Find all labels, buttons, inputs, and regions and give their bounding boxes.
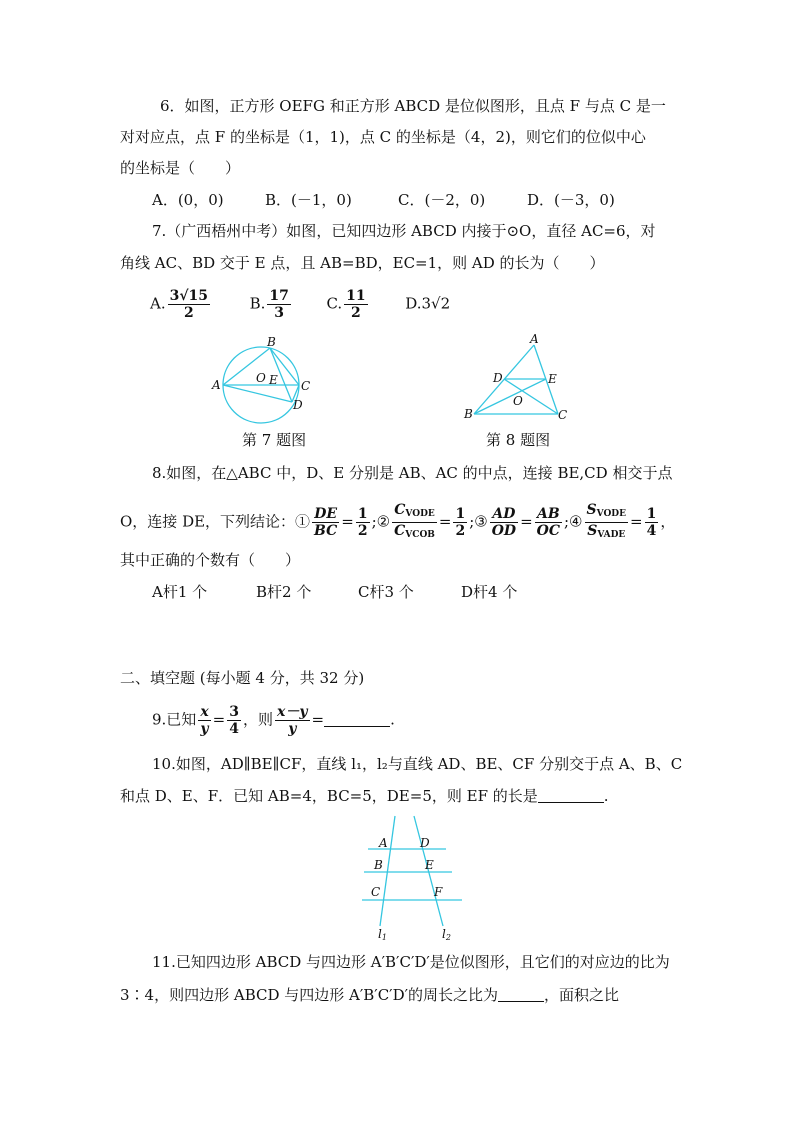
q7-option-b-fraction: $\frac{17}{3}$: [269, 288, 289, 321]
fig8-label-a: A: [530, 332, 539, 346]
fig7-label-a: A: [212, 378, 221, 392]
fig8-caption: 第 8 题图: [486, 431, 551, 449]
q8-fraction-4-value: $\frac{1}{4}$: [646, 506, 657, 539]
q8-line2-text: O，连接 DE，下列结论：①: [120, 512, 311, 531]
q6-option-a: A．(0，0): [152, 191, 224, 209]
q7-option-d: D.3√2: [405, 294, 451, 313]
fig10-label-e: E: [425, 858, 434, 872]
q8-fraction-2-value: $\frac{1}{2}$: [455, 506, 466, 539]
q6-option-d: D．(－3，0): [527, 191, 615, 209]
q11-line2: 3∶4，则四边形 ABCD 与四边形 A′B′C′D′的周长之比为 ，面积之比: [120, 986, 620, 1004]
figure-8-triangle-diagram: [462, 333, 577, 428]
q7-option-a-fraction: $\frac{3√15}{2}$: [169, 288, 209, 321]
fig7-label-b: B: [267, 335, 276, 349]
fig10-label-b: B: [374, 858, 383, 872]
q8-option-c: C杆3 个: [358, 583, 414, 601]
fig7-label-c: C: [301, 379, 311, 393]
fig8-label-c: C: [558, 408, 568, 422]
fig8-label-o: O: [513, 394, 523, 408]
fig7-label-e: E: [269, 373, 278, 387]
q8-fraction-4: $\frac{S_{VODE}}{S_{VADE}}$: [586, 502, 626, 540]
fig10-label-f: F: [434, 885, 443, 899]
q6-option-c: C．(－2，0): [398, 191, 486, 209]
fig7-caption: 第 7 题图: [242, 431, 307, 449]
q8-option-d: D杆4 个: [461, 583, 518, 601]
q8-line1: 8.如图，在△ABC 中，D、E 分别是 AB、AC 的中点，连接 BE,CD 相交于点: [152, 464, 673, 482]
q8-fraction-3: $\frac{AD}{OD}$: [491, 506, 517, 539]
q11-answer-blank-perimeter: [498, 987, 544, 1002]
q7-option-c-fraction: $\frac{11}{2}$: [346, 288, 366, 321]
fig8-label-b: B: [464, 407, 473, 421]
fig10-label-a: A: [379, 836, 388, 850]
fig10-label-c: C: [371, 885, 381, 899]
q10-answer-blank: [538, 788, 604, 803]
q6-option-b: B．(－1，0): [265, 191, 352, 209]
q7-line1: 7.（广西梧州中考）如图，已知四边形 ABCD 内接于⊙O，直径 AC=6，对: [152, 222, 656, 240]
q6-line1: 6．如图，正方形 OEFG 和正方形 ABCD 是位似图形，且点 F 与点 C 是一: [160, 97, 666, 115]
q9-answer-blank: [324, 712, 390, 727]
q10-line1: 10.如图，AD∥BE∥CF，直线 l₁，l₂与直线 AD、BE、CF 分别交于点 A、B、C: [152, 755, 683, 773]
q8-option-b: B杆2 个: [256, 583, 312, 601]
q8-line3: 其中正确的个数有（ ）: [120, 551, 301, 569]
q9-fraction-xy: $\frac{x}{y}$: [200, 704, 209, 737]
fig10-label-d: D: [420, 836, 430, 850]
figure-7-circle-diagram: [210, 335, 320, 428]
q8-fraction-1: $\frac{DE}{BC}$: [314, 506, 338, 539]
section-2-heading: 二、填空题 (每小题 4 分，共 32 分): [120, 669, 365, 687]
fig10-label-l2: l2: [442, 927, 451, 942]
q6-line2: 对对应点，点 F 的坐标是（1，1)，点 C 的坐标是（4，2)，则它们的位似中心: [120, 128, 646, 146]
fig8-label-e: E: [548, 372, 557, 386]
q10-line2: 和点 D、E、F．已知 AB=4，BC=5，DE=5，则 EF 的长是 .: [120, 787, 609, 805]
fig7-label-d: D: [293, 398, 303, 412]
q9-line: 9.已知 $\frac{x}{y}$ = $\frac{3}{4}$ ，则 $\frac{x-y}{y}$ = .: [152, 704, 395, 737]
fig7-label-o: O: [256, 371, 266, 385]
fig10-label-l1: l1: [378, 927, 387, 942]
q9-fraction-expression: $\frac{x-y}{y}$: [277, 704, 308, 737]
q6-line3: 的坐标是（ ）: [120, 159, 241, 177]
q11-line1: 11.已知四边形 ABCD 与四边形 A′B′C′D′是位似图形，且它们的对应边的比为: [152, 953, 670, 971]
fig8-label-d: D: [493, 371, 503, 385]
q8-option-a: A杆1 个: [152, 583, 208, 601]
q9-fraction-value: $\frac{3}{4}$: [229, 704, 239, 737]
fig8-segment-be: [474, 379, 546, 414]
q7-option-b: B.: [249, 294, 266, 313]
q7-line2: 角线 AC、BD 交于 E 点，且 AB=BD，EC=1，则 AD 的长为（ ）: [120, 254, 605, 272]
figure-10-parallel-lines-diagram: [356, 814, 476, 944]
q7-option-a: A.: [150, 294, 166, 313]
q8-line2: O，连接 DE，下列结论：① $\frac{DE}{BC}$ = $\frac{1}{2}$ ;② $\frac{C_{VODE}}{C_{VCOB}}$ = $\frac{1}{2}$ ;③ $\frac{AD}{OD}$ = $\frac{AB}{OC}$ ;④ $\frac{S_{VODE}}{S_{VADE}}$ = $\frac{1}{4}$ ，: [120, 502, 675, 543]
q8-fraction-2: $\frac{C_{VODE}}{C_{VCOB}}$: [394, 502, 435, 540]
q7-option-c: C.: [326, 294, 343, 313]
q8-fraction-3-right: $\frac{AB}{OC}$: [536, 506, 560, 539]
q8-fraction-1-value: $\frac{1}{2}$: [357, 506, 368, 539]
q7-options: [150, 288, 450, 321]
fig7-chord-ad: [223, 385, 292, 402]
